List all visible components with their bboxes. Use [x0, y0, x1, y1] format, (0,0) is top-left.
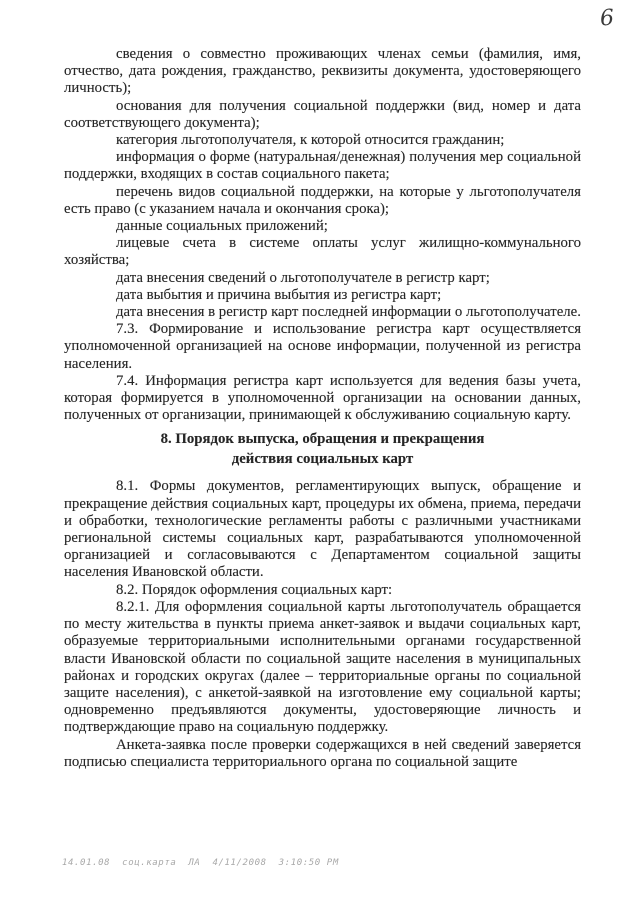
paragraph: 8.2. Порядок оформления социальных карт:: [116, 581, 393, 598]
section-heading-line1: 8. Порядок выпуска, обращения и прекращения: [160, 431, 485, 448]
paragraph: информация о форме (натуральная/денежная) получения мер социальной поддержки, входящих в состав социального пакета;: [64, 149, 581, 183]
paragraph: категория льготополучателя, к которой относится гражданин;: [116, 132, 505, 149]
paragraph: 8.2.1. Для оформления социальной карты льготополучатель обращается по месту жительства в пункты приема анкет-заявок и выдачи социальных карт, образуемые территориальными исполнительными органами государственной власти Ивановской области по социальной защите населения в муниципальных районах и городских округах (далее – территориальные органы по социальной защите населения), с анкетой-заявкой на изготовление ему социальной карты; одновременно предъявляются документы, удостоверяющие личность и подтверждающие право на социальную поддержку.: [64, 598, 581, 736]
paragraph: 8.1. Формы документов, регламентирующих выпуск, обращение и прекращение действия социальных карт, процедуры их обмена, приема, передачи и обработки, технологические регламенты работы с различными участниками региональной системы социальных карт, разрабатываются уполномоченной организацией и согласовываются с Департаментом социальной защиты населения Ивановской области.: [64, 478, 581, 581]
paragraph: дата выбытия и причина выбытия из регистра карт;: [116, 286, 442, 303]
section-heading: [64, 430, 581, 469]
handwritten-page-number: 6: [599, 5, 615, 32]
paragraph: дата внесения в регистр карт последней информации о льготополучателе.: [116, 304, 581, 321]
section-heading-line2: действия социальных карт: [231, 450, 414, 467]
paragraph: данные социальных приложений;: [116, 218, 328, 235]
paragraph: лицевые счета в системе оплаты услуг жилищно-коммунального хозяйства;: [64, 235, 581, 269]
paragraph: дата внесения сведений о льготополучателе в регистр карт;: [116, 269, 490, 286]
paragraph: 7.3. Формирование и использование регистра карт осуществляется уполномоченной организацией на основе информации, полученной из регистра населения.: [64, 321, 581, 372]
paragraph: сведения о совместно проживающих членах семьи (фамилия, имя, отчество, дата рождения, гражданство, реквизиты документа, удостоверяющего личность);: [64, 46, 581, 97]
footer-stamp: 14.01.08 соц.карта ЛА 4/11/2008 3:10:50 PM: [62, 858, 339, 868]
paragraph: 7.4. Информация регистра карт используется для ведения базы учета, которая формируется в уполномоченной организации на основании данных, полученных от организации, принимающей к обслуживанию социальную карту.: [64, 372, 581, 424]
paragraph: основания для получения социальной поддержки (вид, номер и дата соответствующего документа);: [64, 97, 581, 131]
document-text-block: [64, 46, 581, 771]
paragraph: Анкета-заявка после проверки содержащихся в ней сведений заверяется подписью специалиста территориального органа по социальной защите: [64, 736, 581, 770]
paragraph: перечень видов социальной поддержки, на которые у льготополучателя есть право (с указанием начала и окончания срока);: [64, 183, 581, 217]
